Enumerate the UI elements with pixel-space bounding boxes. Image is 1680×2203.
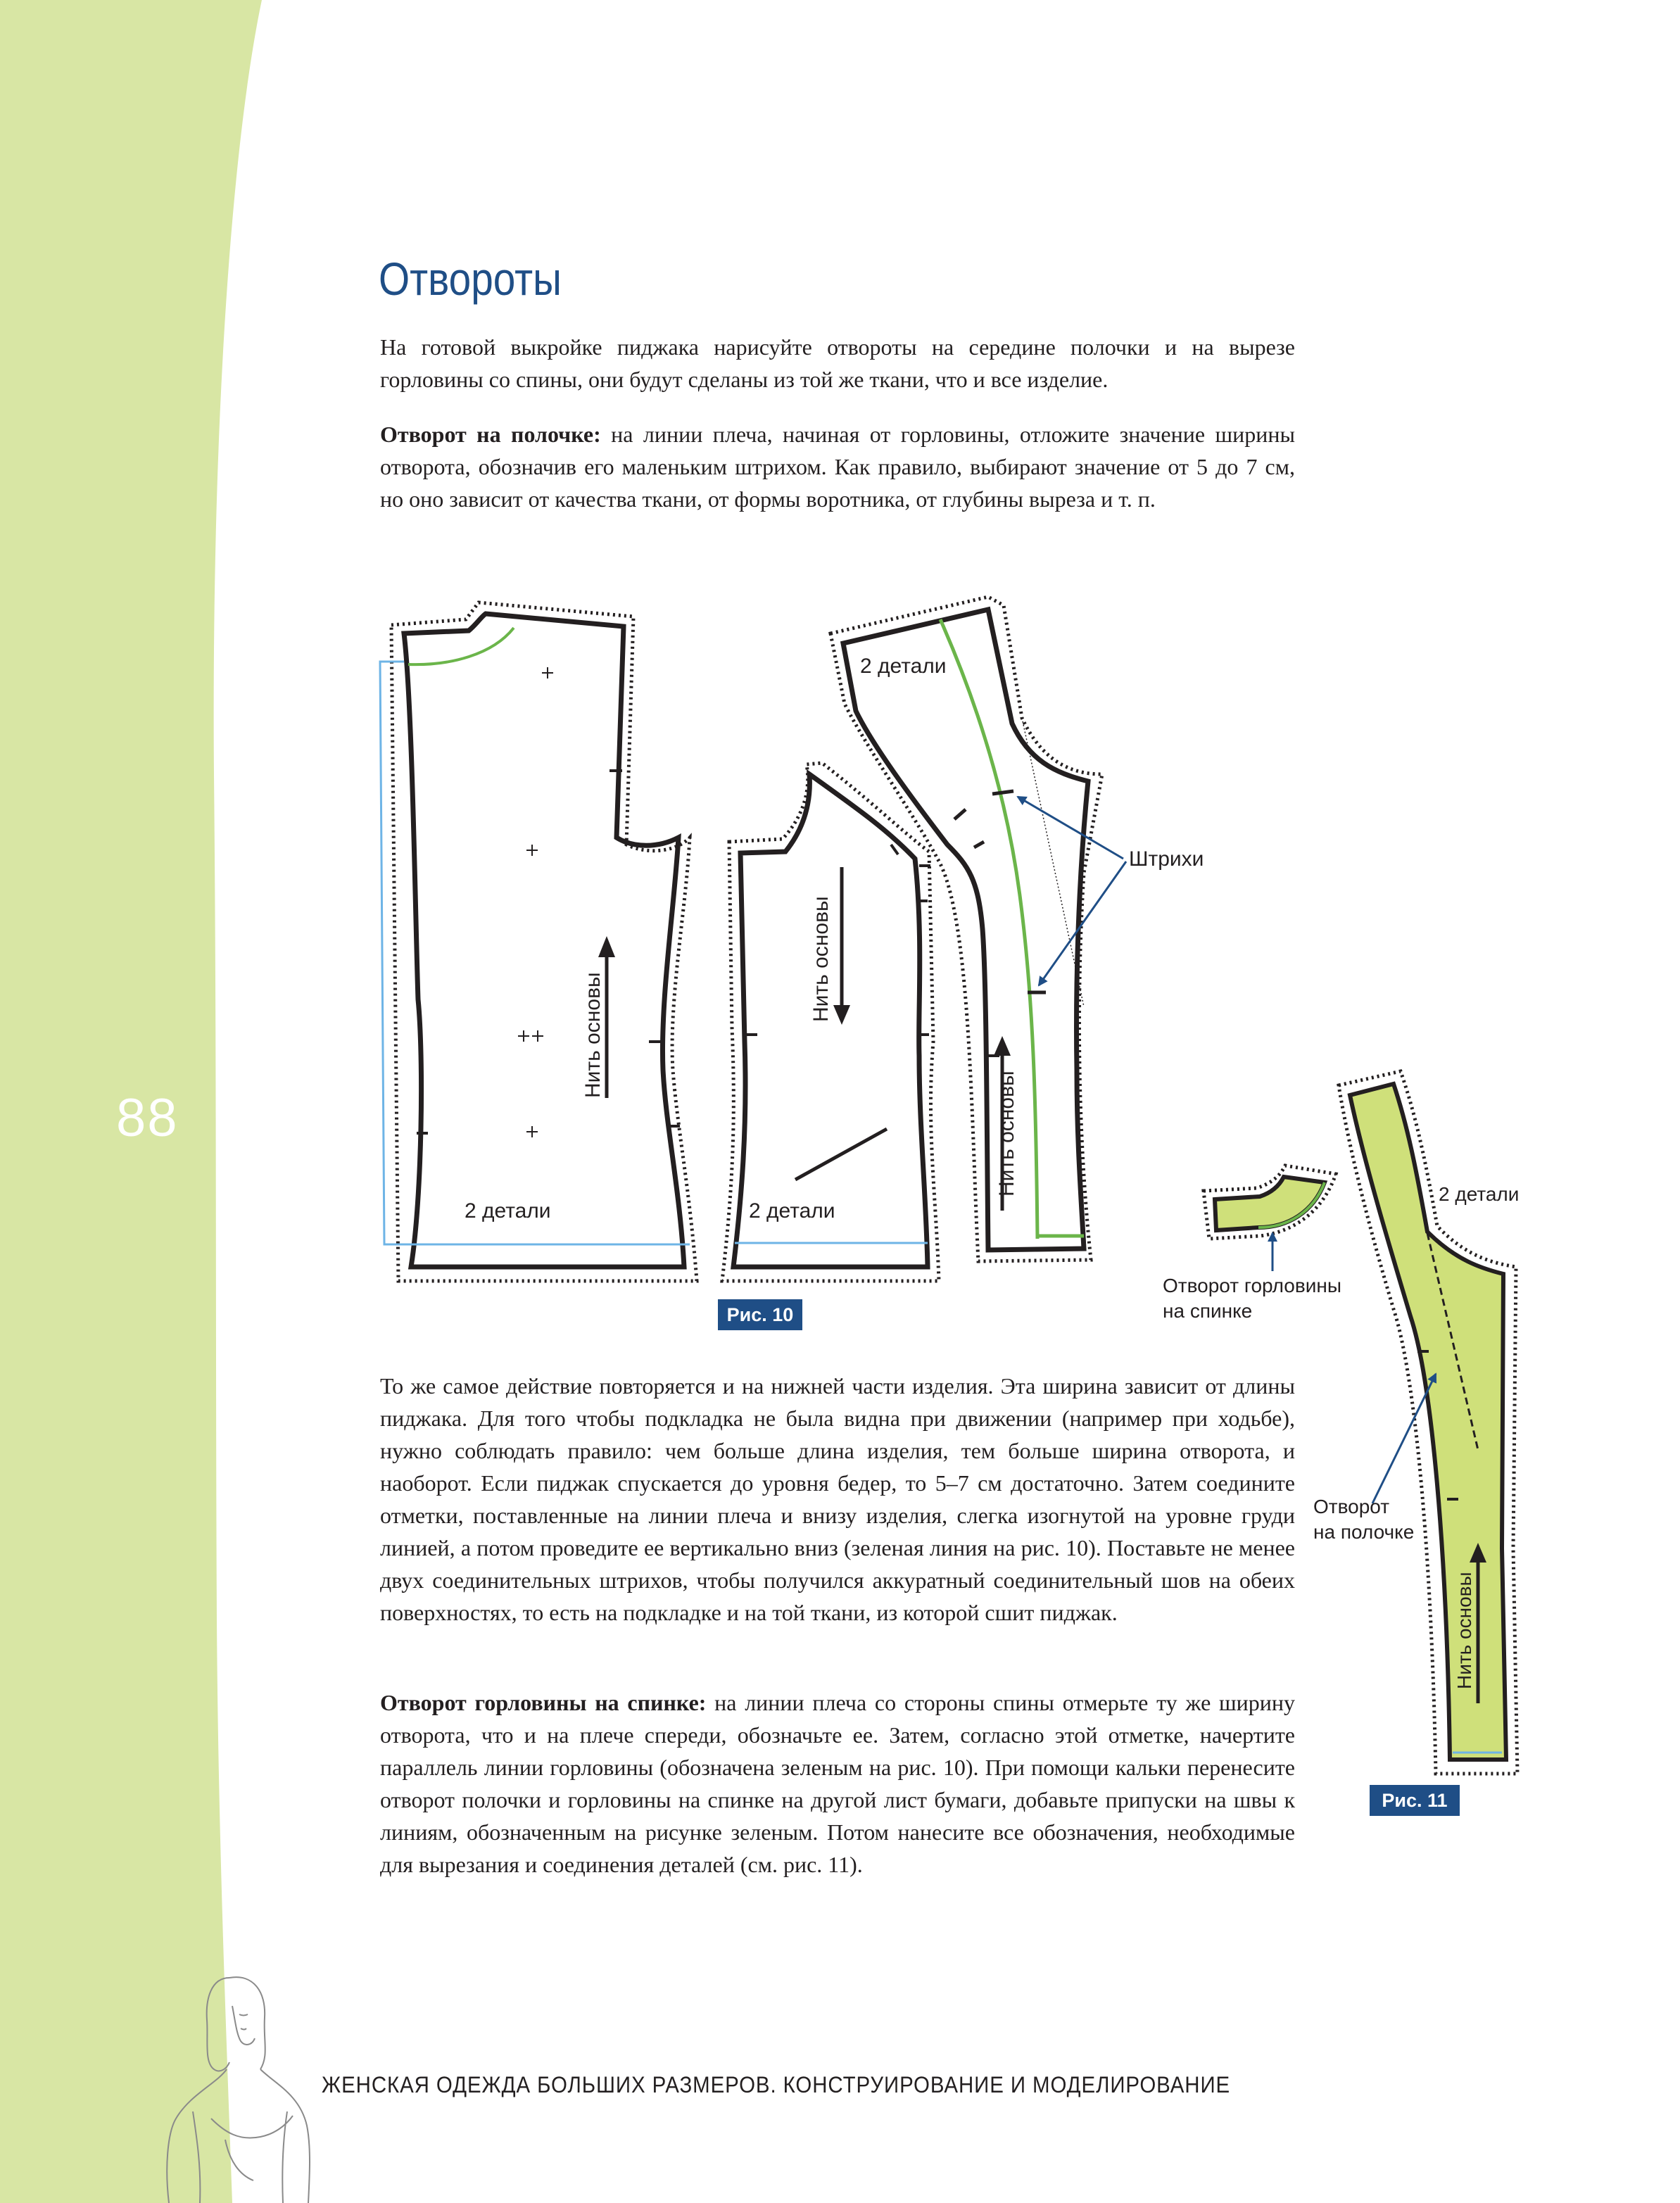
fig10-side-count-label: 2 детали: [749, 1199, 835, 1223]
page-number: 88: [116, 1088, 179, 1148]
fig10-front-count-label: 2 детали: [860, 655, 947, 678]
fig11-count-label: 2 детали: [1439, 1183, 1520, 1205]
paragraph-neck-facing: [380, 1686, 1295, 1881]
section-title: Отвороты: [379, 253, 562, 305]
fig10-side-grain-label: Нить основы: [809, 896, 833, 1022]
fig10-callout-label: Штрихи: [1129, 847, 1204, 871]
fig10-front-piece: [830, 597, 1204, 1261]
paragraph-intro: На готовой выкройке пиджака нарисуйте отвороты на середине полочки и на вырезе горловины со спины, они будут сделаны из той же ткани, что и все изделие.: [380, 334, 1295, 392]
fig10-side-piece: [722, 763, 939, 1281]
woman-figure-icon: [162, 1957, 317, 2203]
fig10-back-piece: [380, 602, 697, 1281]
fig11-front-facing: [1313, 1071, 1519, 1774]
fig10-back-count-label: 2 детали: [465, 1199, 551, 1223]
fig11-front-label-line2: на полочке: [1313, 1521, 1415, 1543]
paragraph-front-facing: [380, 418, 1295, 515]
fig11-front-label-line1: Отворот: [1313, 1496, 1390, 1517]
fig11-neck-label-line1: Отворот горловины: [1163, 1275, 1341, 1296]
fig10-front-grain-label: Нить основы: [995, 1071, 1018, 1197]
fig11-neck-facing: [1163, 1166, 1341, 1322]
fig11-neck-label-line2: на спинке: [1163, 1300, 1253, 1322]
paragraph-front-facing-body: на линии плеча, начиная от горловины, отложите значение ширины отворота, обозначив его маленьким штрихом. Как правило, выбирают значение от 5 до 7 см, но оно зависит от качества ткани, от формы воротника, от глубины выреза и т. п.: [380, 422, 1296, 512]
footer-book-title: ЖЕНСКАЯ ОДЕЖДА БОЛЬШИХ РАЗМЕРОВ. КОНСТРУИРОВАНИЕ И МОДЕЛИРОВАНИЕ: [322, 2072, 1231, 2097]
paragraph-hem-width: То же самое действие повторяется и на нижней части изделия. Эта ширина зависит от длины пиджака. Для того чтобы подкладка не была видна при движении (например при ходьбе), нужно соблюдать правило: чем больше длина изделия, тем больше ширина отворота, и наоборот. Если пиджак спускается до уровня бедер, то 5–7 см достаточно. Затем соедините отметки, поставленные на линии плеча и внизу изделия, слегка изогнутой на уровне груди линией, а потом проведите ее вертикально вниз (зеленая линия на рис. 10). Поставьте не менее двух соединительных штрихов, чтобы получился аккуратный соединительный шов на обеих поверхностях, то есть на подкладке и на той ткани, из которой сшит пиджак.: [380, 1373, 1295, 1625]
fig11-caption-badge: Рис. 11: [1370, 1785, 1460, 1816]
paragraph-front-facing-heading: Отворот на полочке:: [380, 422, 601, 447]
fig11-grain-label: Нить основы: [1453, 1572, 1475, 1689]
paragraph-neck-facing-body: на линии плеча со стороны спины отмерьте ту же ширину отворота, что и на плече спереди, обозначьте ее. Затем, согласно этой отметке, начертите параллель линии горловины (обозначена зеленым на рис. 10). При помощи кальки перенесите отворот полочки и горловины на спинке на другой лист бумаги, добавьте припуски на швы к линиям, обозначенным на рисунке зеленым. Потом нанесите все обозначения, необходимые для вырезания и соединения деталей (см. рис. 11).: [380, 1690, 1296, 1877]
fig10-caption-badge: Рис. 10: [718, 1299, 802, 1330]
paragraph-neck-facing-heading: Отворот горловины на спинке:: [380, 1690, 707, 1715]
fig10-back-grain-label: Нить основы: [581, 972, 605, 1098]
